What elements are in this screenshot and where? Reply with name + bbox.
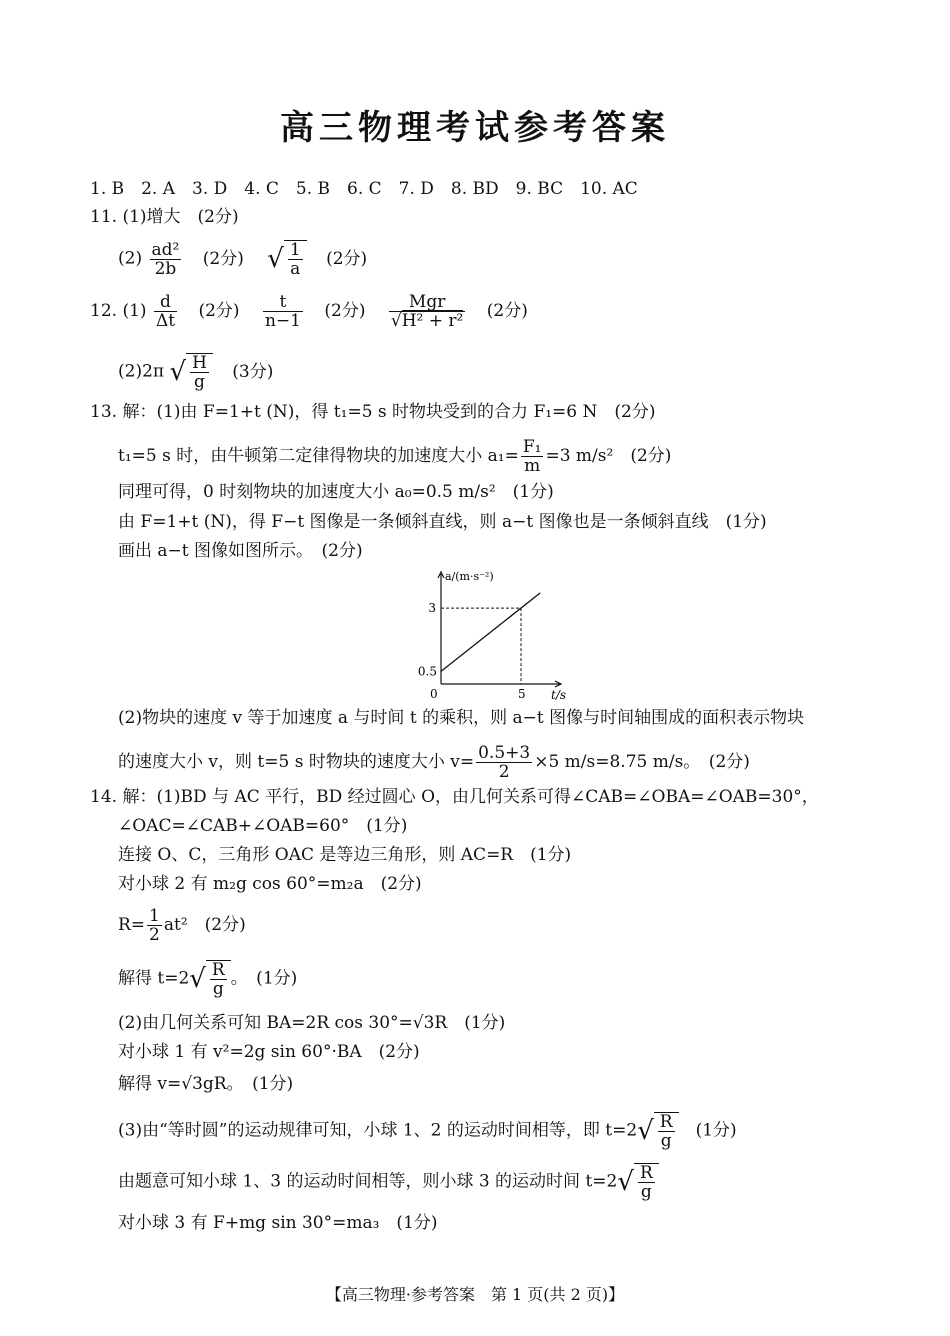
q11-fraction [150,241,182,278]
q14-l10-post: (1分) [678,1120,737,1141]
q14-l5-frac [147,907,162,944]
q14-l5-post: at² (2分) [163,915,246,935]
q12-sqrt-num: H [192,353,207,373]
q12-f1-den: Δt [155,311,176,331]
q12-f3-den: √H² + r² [390,311,464,331]
q12-f2-num: t [279,292,287,312]
q14-line-7: (2)由几何关系可知 BA=2R cos 30°=√3R (1分) [118,1013,506,1033]
q14-l5-den: 2 [149,925,160,945]
q13-l7-frac [476,744,532,781]
q14-line-9: 解得 v=√3gR。 (1分) [118,1074,294,1094]
q12-f3-den-sqrt: H² + r² [401,311,464,331]
q12-prefix: 12. (1) [90,301,147,321]
q12-f1-num: d [160,292,171,312]
q14-line-11 [118,1163,659,1201]
q14-line-10 [118,1112,737,1150]
y-tick-label-0-5: 0.5 [417,664,437,679]
q12-sqrt-den: g [190,372,209,391]
q14-l5-num: 1 [149,906,160,926]
q14-l10-pre: (3)由“等时圆”的运动规律可知，小球 1、2 的运动时间相等，即 t=2 [118,1120,638,1141]
page-footer: 【高三物理·参考答案 第 1 页(共 2 页)】 [325,1285,625,1304]
q12-points-4: (3分) [232,361,274,382]
q14-line-2: ∠OAC=∠CAB+∠OAB=60° (1分) [118,816,408,836]
q11-points-2: (2分) [326,248,368,269]
q13-l2-frac [521,438,544,475]
q14-l6-sqrt: √ $\frac{R}{g}$ [189,960,230,998]
q13-l7-den: 2 [476,762,532,781]
q14-l10-den: g [658,1131,675,1150]
q14-line-8: 对小球 1 有 v²=2g sin 60°·BA (2分) [118,1042,420,1062]
q12-points-1: (2分) [198,301,240,321]
q12-part2 [118,353,273,391]
q11-sqrt-den: a [288,259,303,278]
chart-layer [418,570,566,702]
q12-frac-3 [389,293,465,330]
page-title: 高三物理考试参考答案 [280,108,670,148]
q14-l11-num: R [639,1163,653,1183]
q13-line-6: (2)物块的速度 v 等于加速度 a 与时间 t 的乘积，则 a−t 图像与时间轴围成的面积表示物块 [118,708,805,728]
q11-p2-prefix: (2) [118,248,143,269]
q11-frac-num: ad² [151,239,180,260]
q14-line-4: 对小球 2 有 m₂g cos 60°=m₂a (2分) [118,874,422,894]
q14-l5-pre: R= [118,915,146,935]
q14-l6-post: 。 (1分) [230,968,298,989]
q14-line-3: 连接 O、C，三角形 OAC 是等边三角形，则 AC=R (1分) [118,845,572,865]
a-t-chart [413,566,567,706]
q14-line-12: 对小球 3 有 F+mg sin 30°=ma₃ (1分) [118,1213,438,1233]
q14-l6-den: g [210,979,227,998]
answers-1-10: 1. B 2. A 3. D 4. C 5. B 6. C 7. D 8. BD 9. BC 10. AC [90,179,638,199]
q14-l11-sqrt: √ $\frac{R}{g}$ [617,1163,658,1201]
q13-l2-post: =3 m/s² (2分) [545,446,672,466]
q12-sqrt: √ $\frac{H}{g}$ [169,353,212,391]
q14-l6-pre: 解得 t=2 [118,968,190,989]
q12-f2-den: n−1 [264,311,301,331]
q13-l2-den: m [521,456,544,475]
q13-l7-pre: 的速度大小 v，则 t=5 s 时物块的速度大小 v= [118,752,475,772]
q14-line-5 [118,907,246,944]
q13-line-1: 13. 解：(1)由 F=1+t (N)，得 t₁=5 s 时物块受到的合力 F₁=6 N (2分) [90,402,656,422]
q11-sqrt: √ $\frac{1}{a}$ [267,240,306,278]
q12-frac-2 [263,293,303,330]
q13-line-7 [118,744,750,781]
q12-part1 [90,293,528,330]
q13-l7-post: ×5 m/s=8.75 m/s。 (2分) [534,752,750,772]
q13-line-3: 同理可得，0 时刻物块的加速度大小 a₀=0.5 m/s² (1分) [118,482,554,502]
q13-l2-pre: t₁=5 s 时，由牛顿第二定律得物块的加速度大小 a₁= [118,446,519,466]
x-axis-label: t/s [551,688,567,702]
q13-line-2 [118,438,671,475]
q12-points-3: (2分) [486,301,528,321]
q14-line-6 [118,960,297,998]
q12-points-2: (2分) [324,301,366,321]
y-tick-label-3: 3 [428,601,436,616]
q11-points-1: (2分) [202,248,244,269]
x-tick-label-5: 5 [518,687,526,701]
q12-p2-prefix: (2)2π [118,361,165,382]
q13-l2-num: F₁ [522,437,542,457]
y-axis-label: a/(m·s⁻²) [445,570,494,583]
q11-frac-den: 2b [150,259,182,278]
q13-line-5: 画出 a−t 图像如图所示。 (2分) [118,541,363,561]
q14-l11-den: g [638,1182,655,1201]
origin-label: 0 [430,687,438,701]
q14-l6-num: R [211,960,225,980]
q11-sqrt-num: 1 [289,240,301,260]
q14-l10-num: R [659,1112,673,1132]
q14-line-1: 14. 解：(1)BD 与 AC 平行，BD 经过圆心 O，由几何关系可得∠CAB=∠OBA=∠OAB=30°， [90,787,819,807]
series-line [441,593,540,671]
q11-part1: 11. (1)增大 (2分) [90,207,239,227]
q11-part2 [118,240,367,278]
q12-frac-1 [154,293,177,330]
q14-l10-sqrt: √ $\frac{R}{g}$ [637,1112,678,1150]
q14-l11-pre: 由题意可知小球 1、3 的运动时间相等，则小球 3 的运动时间 t=2 [118,1171,618,1192]
q12-f3-num: Mgr [408,292,446,312]
q13-l7-num: 0.5+3 [478,743,531,763]
q13-line-4: 由 F=1+t (N)，得 F−t 图像是一条倾斜直线，则 a−t 图像也是一条倾斜直线 (1分) [118,512,767,532]
